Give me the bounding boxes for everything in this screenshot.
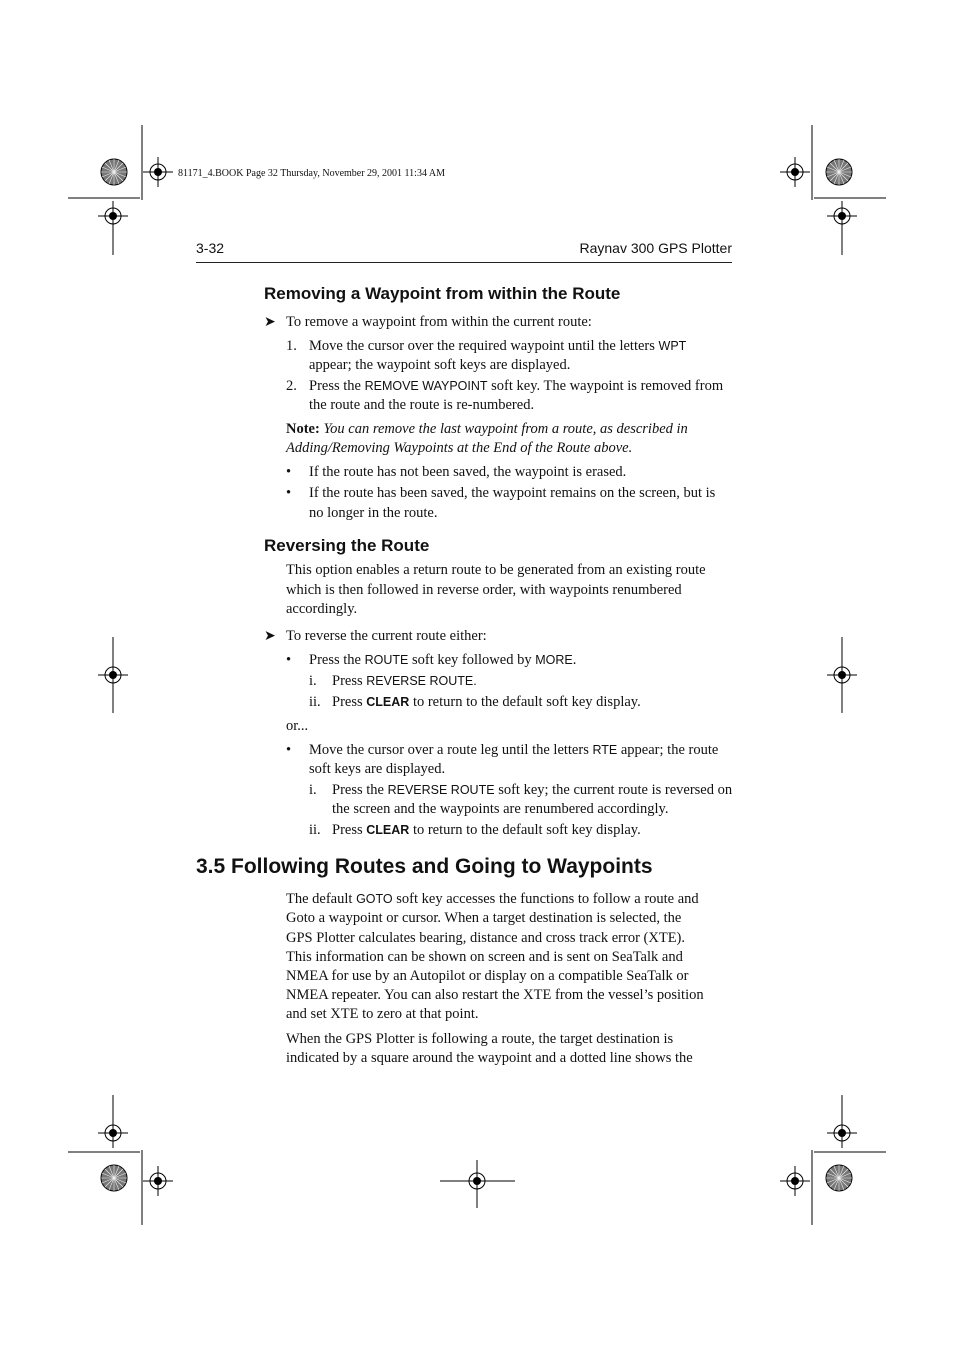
paragraph-line: This information can be shown on screen and is sent on SeaTalk and (286, 949, 683, 965)
or-text: or... (286, 718, 309, 734)
sub-step-number: ii. (309, 694, 321, 710)
soft-key-label: ROUTE (364, 653, 409, 667)
bullet-item-cont: soft keys are displayed. (309, 761, 446, 777)
key-label: CLEAR (366, 823, 410, 837)
step-1-line-1: Move the cursor over the required waypoint until the letters WPT (309, 338, 687, 354)
key-label: CLEAR (366, 695, 410, 709)
step-2-line-2: the route and the route is re-numbered. (309, 397, 535, 413)
note-line-1: Note: You can remove the last waypoint from a route, as described in (286, 421, 688, 437)
section-heading-reversing-route: Reversing the Route (264, 536, 430, 555)
bullet-item: Press the ROUTE soft key followed by MORE. (309, 652, 577, 668)
paragraph-line: GPS Plotter calculates bearing, distance and cross track error (XTE). (286, 930, 686, 946)
paragraph-line: accordingly. (286, 601, 358, 617)
paragraph-line: NMEA repeater. You can also restart the XTE from the vessel’s position (286, 987, 704, 1003)
sub-step-number: i. (309, 673, 317, 689)
paragraph-line: NMEA for use by an Autopilot or display on a compatible SeaTalk or (286, 968, 689, 984)
bullet-icon: • (286, 652, 292, 668)
note-line-2: Adding/Removing Waypoints at the End of the Route above. (286, 440, 633, 456)
soft-key-label: GOTO (356, 892, 393, 906)
note-label: Note: (286, 421, 320, 437)
soft-key-label: WPT (658, 339, 687, 353)
section-heading-following-routes: 3.5 Following Routes and Going to Waypoints (196, 855, 653, 878)
section-heading-removing-waypoint: Removing a Waypoint from within the Route (264, 284, 621, 303)
paragraph-line: The default GOTO soft key accesses the functions to follow a route and (286, 891, 699, 907)
step-number: 2. (286, 378, 297, 394)
bullet-icon: • (286, 485, 292, 501)
step-number: 1. (286, 338, 297, 354)
instruction-arrow (264, 627, 276, 647)
paragraph-line: This option enables a return route to be generated from an existing route (286, 562, 706, 578)
step-2-line-1: Press the REMOVE WAYPOINT soft key. The waypoint is removed from (309, 378, 724, 394)
paragraph-line: indicated by a square around the waypoint and a dotted line shows the (286, 1050, 693, 1066)
sub-step-number: ii. (309, 822, 321, 838)
bullet-item: If the route has been saved, the waypoint remains on the screen, but is (309, 485, 716, 501)
soft-key-label: REVERSE ROUTE (366, 674, 474, 688)
sub-step: Press the REVERSE ROUTE soft key; the current route is reversed on (332, 782, 733, 798)
bullet-icon: • (286, 742, 292, 758)
bullet-item-cont: no longer in the route. (309, 505, 438, 521)
sub-step: Press CLEAR to return to the default soft key display. (332, 694, 641, 710)
manual-title: Raynav 300 GPS Plotter (579, 240, 732, 256)
soft-key-label: RTE (592, 743, 618, 757)
paragraph-line: which is then followed in reverse order, with waypoints renumbered (286, 582, 682, 598)
step-1-line-2: appear; the waypoint soft keys are displayed. (309, 357, 571, 373)
sub-step: Press REVERSE ROUTE. (332, 673, 477, 689)
bullet-item: If the route has not been saved, the waypoint is erased. (309, 464, 627, 480)
paragraph-line: Goto a waypoint or cursor. When a target destination is selected, the (286, 910, 682, 926)
sub-step-cont: the screen and the waypoints are renumbered accordingly. (332, 801, 669, 817)
paragraph-line: When the GPS Plotter is following a route, the target destination is (286, 1031, 674, 1047)
soft-key-label: MORE (535, 653, 573, 667)
instruction-arrow (264, 313, 276, 333)
bullet-item: Move the cursor over a route leg until the letters RTE appear; the route (309, 742, 719, 758)
header-rule (196, 262, 732, 263)
page-number: 3-32 (196, 240, 225, 256)
soft-key-label: REMOVE WAYPOINT (364, 379, 488, 393)
paragraph-line: and set XTE to zero at that point. (286, 1006, 479, 1022)
sub-step: Press CLEAR to return to the default soft key display. (332, 822, 641, 838)
arrow-icon: ➤ (264, 629, 276, 644)
soft-key-label: REVERSE ROUTE (387, 783, 495, 797)
instruction-intro: To reverse the current route either: (286, 628, 487, 644)
sub-step-number: i. (309, 782, 317, 798)
bullet-icon: • (286, 464, 292, 480)
print-info: 81171_4.BOOK Page 32 Thursday, November 29, 2001 11:34 AM (178, 168, 446, 179)
instruction-intro: To remove a waypoint from within the current route: (286, 314, 592, 330)
arrow-icon: ➤ (264, 315, 276, 330)
